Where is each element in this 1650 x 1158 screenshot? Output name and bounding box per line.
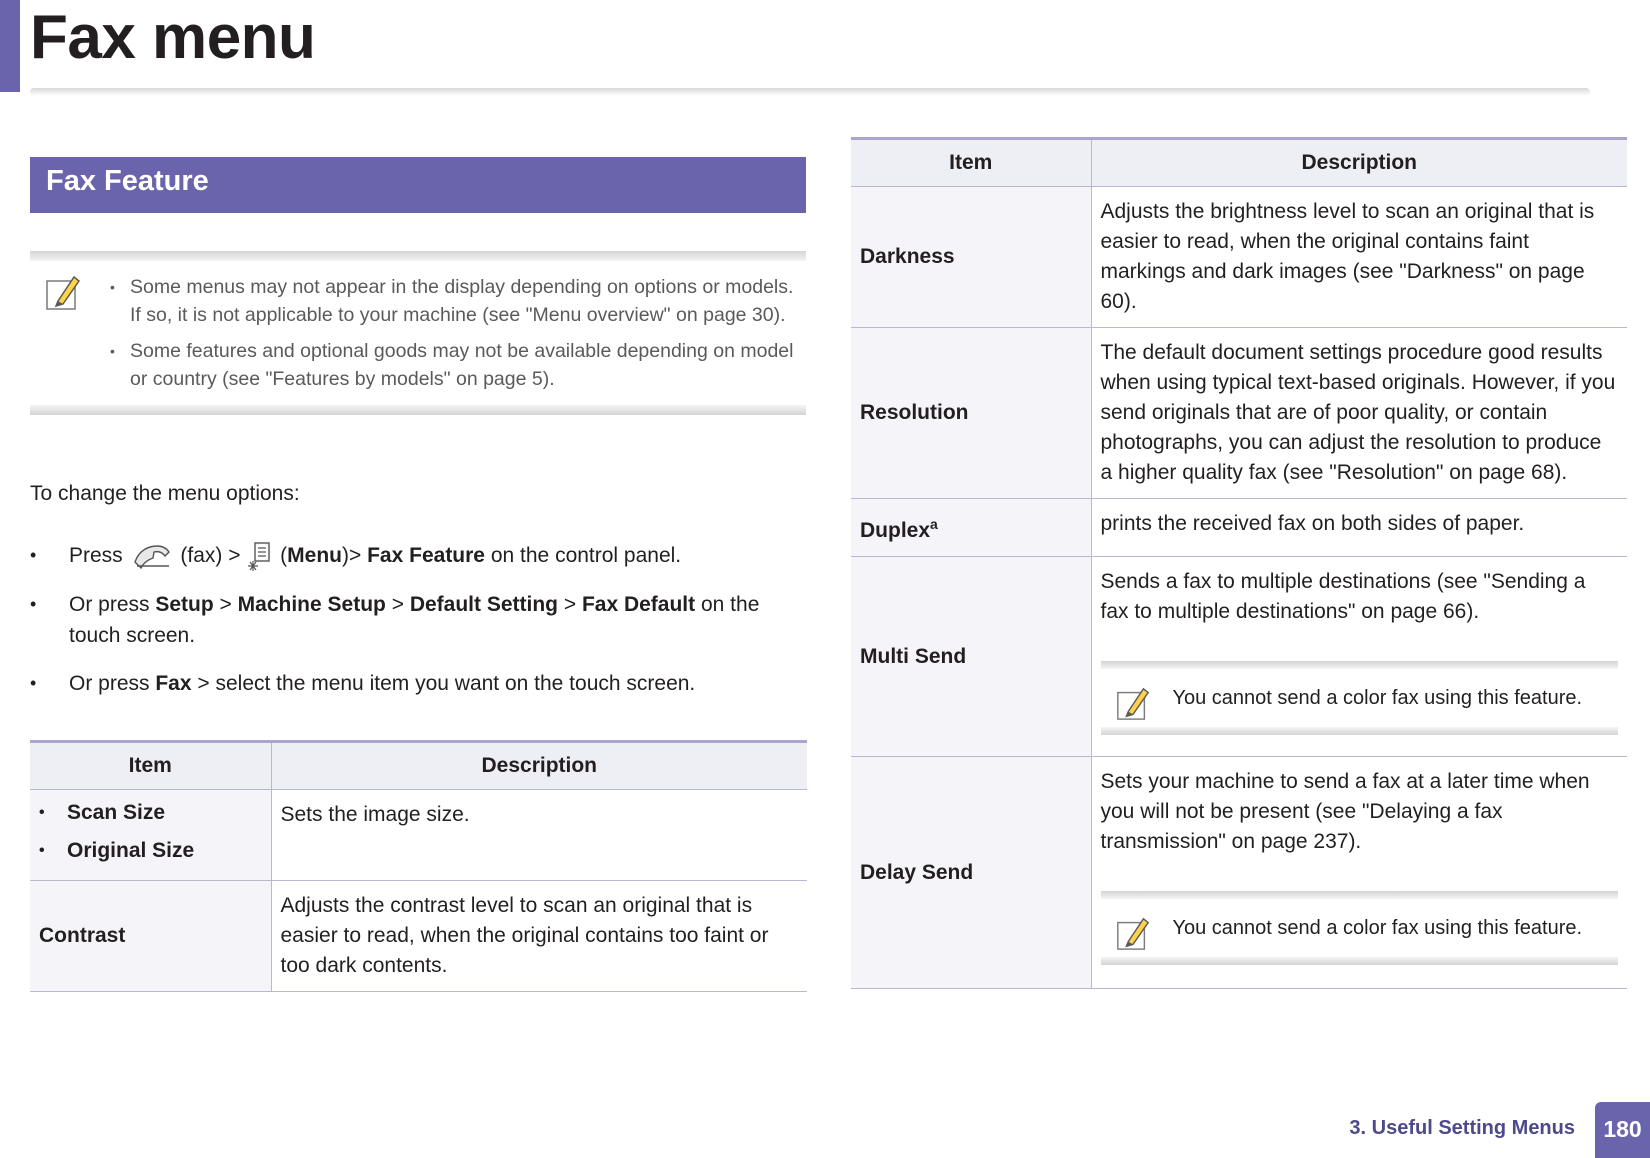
column-header-item: Item	[851, 139, 1091, 187]
item-cell	[30, 790, 271, 881]
intro-text: To change the menu options:	[30, 482, 300, 505]
steps-list	[30, 540, 806, 716]
chapter-label: 3. Useful Setting Menus	[1349, 1117, 1575, 1139]
fax-feature-table-right	[851, 137, 1627, 989]
item-cell: Contrast	[30, 881, 271, 992]
step-item: • Or press Fax > select the menu item you want on the touch screen.	[30, 668, 806, 699]
step-item: • Or press Setup > Machine Setup > Default Setting > Fax Default on the touch screen.	[30, 589, 806, 651]
pencil-note-icon	[1115, 683, 1151, 723]
description-text: Sets your machine to send a fax at a later time when you will not be present (see "Delaying a fax transmission" on page 237).	[1100, 770, 1590, 853]
column-header-description: Description	[1091, 139, 1627, 187]
column-header-description: Description	[271, 742, 807, 790]
table-header-row	[851, 139, 1627, 187]
item-name: • Scan Size	[39, 794, 262, 832]
item-cell: Multi Send	[851, 557, 1091, 757]
section-header	[30, 157, 806, 213]
description-text: Sends a fax to multiple destinations (see "Sending a fax to multiple destinations" on page 66).	[1100, 570, 1586, 623]
item-name: • Original Size	[39, 832, 262, 870]
table-row	[30, 790, 807, 881]
table-row	[30, 881, 807, 992]
menu-icon	[246, 540, 274, 572]
description-cell: Sets the image size.	[271, 790, 807, 881]
pencil-note-icon	[44, 271, 82, 313]
item-cell: Delay Send	[851, 757, 1091, 989]
note-item: • Some features and optional goods may not be available depending on model or country (see "Features by models" on page 5).	[130, 337, 796, 393]
title-rule	[30, 88, 1590, 96]
description-cell: The default document settings procedure good results when using typical text-based originals. However, if you send originals that are of poor quality, or contain photographs, you can adjust the resolution to produce a higher quality fax (see "Resolution" on page 68).	[1091, 328, 1627, 499]
table-row	[851, 757, 1627, 989]
page-accent-bar	[0, 0, 20, 92]
note-item: • Some menus may not appear in the display depending on options or models. If so, it is not applicable to your machine (see "Menu overview" on page 30).	[130, 273, 796, 329]
page-number-badge: 180	[1595, 1102, 1650, 1158]
item-cell: Resolution	[851, 328, 1091, 499]
fax-icon	[129, 540, 175, 572]
cell-note	[1101, 891, 1619, 965]
step-item: • Press (fax) > (Menu)> Fax Feature on the control panel.	[30, 540, 806, 572]
table-row	[851, 328, 1627, 499]
fax-feature-table-left	[30, 740, 807, 992]
footnote-marker: a	[930, 516, 938, 532]
table-row	[851, 557, 1627, 757]
note-text: You cannot send a color fax using this feature.	[1172, 687, 1583, 709]
table-row	[851, 187, 1627, 328]
note-list	[30, 261, 806, 405]
page-title: Fax menu	[30, 3, 316, 72]
column-header-item: Item	[30, 742, 271, 790]
table-header-row	[30, 742, 807, 790]
description-cell	[1091, 757, 1627, 989]
cell-note	[1101, 661, 1619, 735]
table-row	[851, 499, 1627, 557]
description-cell: Adjusts the brightness level to scan an original that is easier to read, when the original contains faint markings and dark images (see "Darkness" on page 60).	[1091, 187, 1627, 328]
description-cell: Adjusts the contrast level to scan an original that is easier to read, when the original contains too faint or too dark contents.	[271, 881, 807, 992]
item-cell: Duplex$^a$	[851, 499, 1091, 557]
description-cell	[1091, 557, 1627, 757]
description-cell: prints the received fax on both sides of paper.	[1091, 499, 1627, 557]
note-box	[30, 251, 806, 415]
section-title: Fax Feature	[46, 165, 209, 197]
pencil-note-icon	[1115, 913, 1151, 953]
note-text: You cannot send a color fax using this feature.	[1172, 917, 1583, 939]
item-cell: Darkness	[851, 187, 1091, 328]
